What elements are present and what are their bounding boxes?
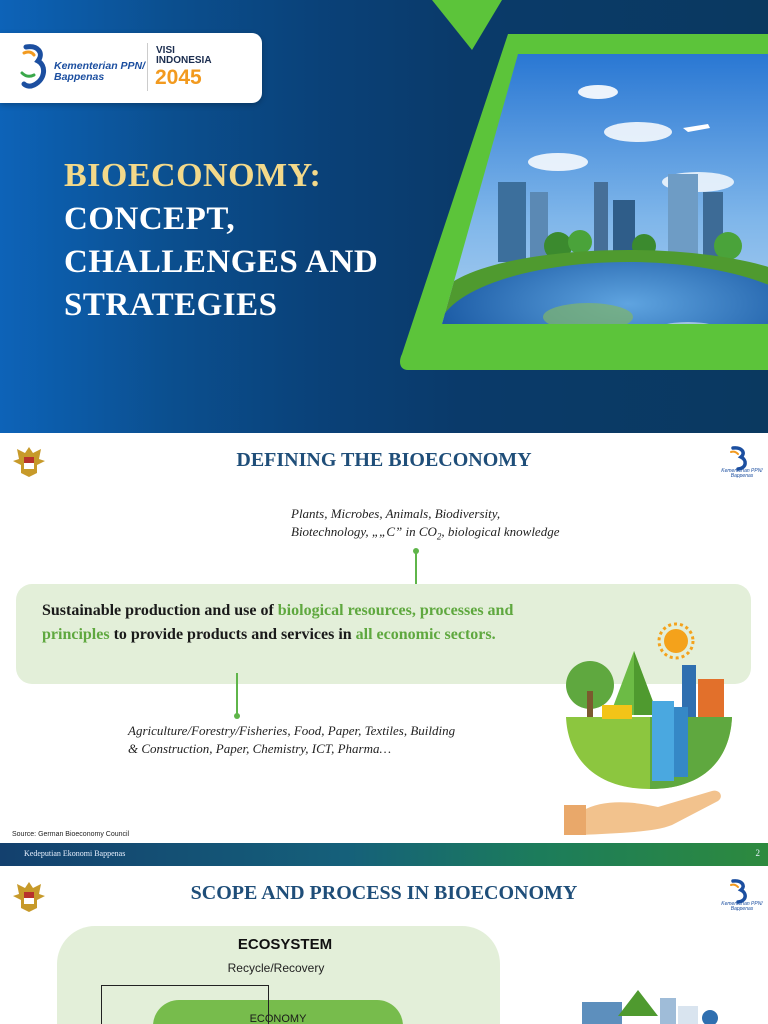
resources-line1: Plants, Microbes, Animals, Biodiversity,: [291, 506, 501, 521]
definition-highlight2: all economic sectors.: [355, 626, 496, 643]
slide-title: SCOPE AND PROCESS IN BIOECONOMY: [190, 882, 578, 904]
scope-slide: [0, 866, 768, 1024]
small-logo-text: Kementerian PPN/ Bappenas: [721, 468, 763, 479]
small-logo-text: Kementerian PPN/ Bappenas: [721, 901, 763, 912]
resources-line2: [291, 523, 611, 546]
bottom-connector-dot: [234, 713, 240, 719]
city-illustration: [578, 986, 738, 1024]
footer-bar: [0, 843, 768, 866]
subtitle-block: [64, 198, 424, 327]
bappenas-small-logo: [720, 878, 763, 918]
title-line-bioeconomy: BIOECONOMY:: [64, 157, 322, 194]
resources-note: [291, 505, 611, 546]
footer-org: Kedeputian Ekonomi Bappenas: [24, 849, 126, 858]
definition-part1: Sustainable production and use of: [42, 602, 278, 619]
slide-title: DEFINING THE BIOECONOMY: [236, 449, 532, 471]
page-number: 2: [755, 848, 760, 858]
top-connector-line: [415, 551, 417, 585]
sectors-note: Agriculture/Forestry/Fisheries, Food, Paper, Textiles, Building & Construction, Paper, Chemistry, ICT, Pharma…: [128, 723, 456, 756]
subtitle-line: CHALLENGES AND: [64, 244, 379, 280]
definition-highlight1: biological resources, processes and principles: [42, 602, 514, 643]
bappenas-small-logo: [720, 445, 763, 485]
recycle-label: Recycle/Recovery: [227, 961, 325, 975]
economy-label: ECONOMY: [249, 1013, 307, 1024]
top-connector-dot: [413, 548, 419, 554]
bioeconomy-illustration: [562, 621, 734, 835]
resources-line2-a: Biotechnology, „„C” in CO: [291, 524, 437, 539]
title-slide: [0, 0, 768, 433]
subtitle-line: STRATEGIES: [64, 287, 278, 323]
bottom-connector-line: [236, 673, 238, 717]
definition-text: [42, 599, 562, 647]
definition-part3: to provide products and services in: [109, 626, 356, 643]
earth-city-hero-image: [398, 32, 768, 372]
co2-subscript: 2: [436, 531, 442, 542]
outline-rectangle: [101, 985, 269, 1024]
subtitle-line: CONCEPT,: [64, 201, 236, 237]
visi-country: INDONESIA: [156, 55, 212, 66]
logo-card: [0, 33, 262, 103]
ecosystem-label: ECOSYSTEM: [237, 936, 333, 953]
visi-label: VISI: [156, 45, 175, 56]
logo-divider: [147, 43, 148, 91]
resources-line2-b: , biological knowledge: [441, 524, 560, 539]
defining-slide: [0, 433, 768, 866]
org-name: Kementerian PPN/ Bappenas: [54, 60, 146, 83]
bappenas-logo-icon: [20, 43, 50, 91]
source-note: Source: German Bioeconomy Council: [12, 831, 130, 838]
visi-year: 2045: [155, 66, 202, 89]
